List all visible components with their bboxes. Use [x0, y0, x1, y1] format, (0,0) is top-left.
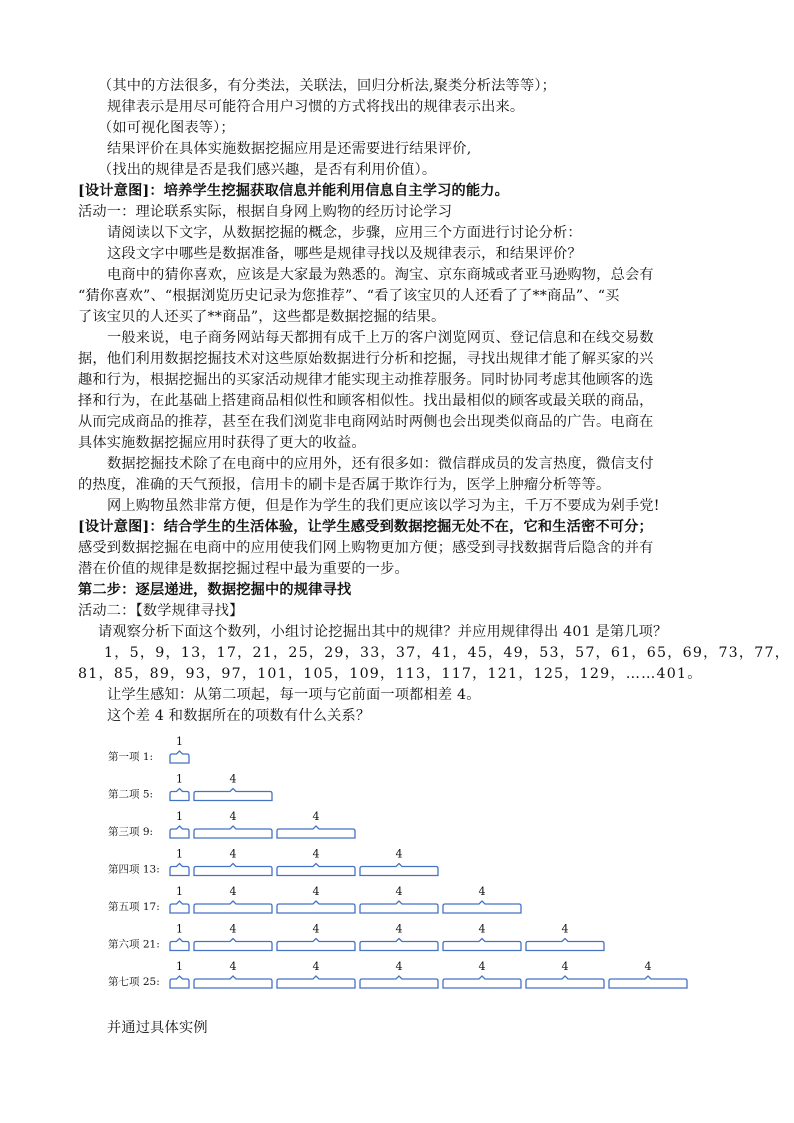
paragraph-line: 让学生感知：从第二项起，每一项与它前面一项都相差 4。 [107, 687, 481, 703]
brace-segment [170, 789, 189, 801]
paragraph-line: 择和行为，在此基础上搭建商品相似性和顾客相似性。找出最相似的顾客或最关联的商品， [78, 393, 654, 409]
segment-value-label: 4 [644, 960, 652, 973]
brace-segment [360, 864, 438, 876]
segment-value-label: 1 [176, 735, 183, 748]
paragraph-line: 网上购物虽然非常方便，但是作为学生的我们更应该以学习为主，千万不要成为剁手党! [107, 498, 660, 514]
segment-value-label: 4 [478, 885, 486, 898]
brace-segment [194, 789, 272, 801]
brace-segment [194, 826, 272, 838]
brace-segment [277, 976, 355, 988]
row-label: 第二项 5: [108, 788, 154, 801]
activity-heading: 活动二：【数学规律寻找】 [78, 603, 244, 619]
paragraph-line: 请阅读以下文字，从数据挖掘的概念，步骤，应用三个方面进行讨论分析： [107, 225, 582, 241]
brace-segment [194, 864, 272, 876]
segment-value-label: 1 [176, 885, 183, 898]
paragraph-line: 电商中的猜你喜欢，应该是大家最为熟悉的。淘宝、京东商城或者亚马逊购物，总会有 [107, 267, 654, 283]
paragraph-line: 潜在价值的规律是数据挖掘过程中最为重要的一步。 [78, 561, 409, 577]
segment-value-label: 4 [395, 960, 403, 973]
brace-segment [526, 939, 604, 951]
segment-value-label: 1 [176, 960, 183, 973]
sequence-line: 81，85，89，93，97，101，105，109，113，117，121，125，129，……401。 [78, 666, 703, 682]
segment-value-label: 4 [229, 810, 237, 823]
row-label: 第三项 9: [108, 826, 154, 838]
paragraph-line: 这个差 4 和数据所在的项数有什么关系？ [107, 708, 371, 724]
segment-value-label: 4 [312, 960, 320, 973]
paragraph-line: 了该宝贝的人还买了**商品”，这些都是数据挖掘的结果。 [78, 309, 446, 325]
segment-value-label: 4 [395, 885, 403, 898]
brace-segment [170, 751, 189, 763]
brace-segment [609, 976, 687, 988]
activity-heading: 活动一：理论联系实际，根据自身网上购物的经历讨论学习 [78, 204, 453, 220]
segment-value-label: 1 [176, 772, 183, 786]
row-label: 第五项 17: [108, 901, 160, 913]
row-label: 第六项 21: [108, 938, 160, 951]
segment-value-label: 4 [312, 847, 320, 861]
segment-value-label: 4 [395, 847, 403, 861]
brace-segment [443, 939, 521, 951]
segment-value-label: 1 [176, 810, 183, 823]
brace-segment [170, 939, 189, 951]
brace-segment [360, 976, 438, 988]
segment-value-label: 4 [561, 960, 569, 973]
brace-segment [443, 901, 521, 913]
paragraph-line: 趣和行为，根据挖掘出的买家活动规律才能实现主动推荐服务。同时协同考虑其他顾客的选 [78, 372, 654, 388]
sequence-line: 1，5，9，13，17，21，25，29，33，37，41，45，49，53，57，61，65，69，73，77， [104, 645, 791, 661]
segment-value-label: 4 [395, 922, 403, 936]
brace-segment [170, 901, 189, 913]
segment-value-label: 4 [229, 885, 237, 898]
segment-value-label: 4 [229, 772, 237, 786]
brace-segment [170, 864, 189, 876]
segment-value-label: 4 [229, 960, 237, 973]
paragraph-line: 一般来说，电子商务网站每天都拥有成千上万的客户浏览网页、登记信息和在线交易数 [107, 330, 654, 346]
question-line: 请观察分析下面这个数列，小组讨论挖掘出其中的规律？并应用规律得出 401 是第几项？ [98, 624, 668, 640]
design-intent-heading: [设计意图]：培养学生挖掘获取信息并能利用信息自主学习的能力。 [78, 183, 510, 199]
brace-segment [360, 939, 438, 951]
segment-value-label: 4 [312, 922, 320, 936]
brace-segment [277, 939, 355, 951]
paragraph-line: （如可视化图表等）； [98, 120, 235, 136]
segment-value-label: 1 [176, 922, 183, 936]
brace-segment [277, 901, 355, 913]
paragraph-line: 这段文字中哪些是数据准备，哪些是规律寻找以及规律表示，和结果评价？ [107, 246, 582, 262]
brace-segment [170, 826, 189, 838]
segment-value-label: 1 [176, 847, 183, 861]
segment-value-label: 4 [478, 922, 486, 936]
paragraph-line: 的热度，准确的天气预报，信用卡的刷卡是否属于欺诈行为，医学上肿瘤分析等等。 [78, 477, 611, 493]
paragraph-line: 并通过具体实例 [107, 1020, 208, 1036]
design-intent-heading: [设计意图]：结合学生的生活体验，让学生感受到数据挖掘无处不在，它和生活密不可分； [78, 519, 653, 535]
segment-value-label: 4 [561, 922, 569, 936]
row-label: 第四项 13: [108, 863, 160, 876]
brace-segment [170, 976, 189, 988]
brace-segment [526, 976, 604, 988]
brace-segment [194, 901, 272, 913]
brace-segment [360, 901, 438, 913]
section-heading: 第二步：逐层递进，数据挖掘中的规律寻找 [78, 582, 352, 598]
segment-value-label: 4 [229, 922, 237, 936]
paragraph-line: （找出的规律是否是我们感兴趣，是否有利用价值）。 [98, 162, 437, 178]
brace-segment [443, 976, 521, 988]
paragraph-line: 感受到数据挖掘在电商中的应用使我们网上购物更加方便；感受到寻找数据背后隐含的并有 [78, 540, 654, 556]
segment-value-label: 4 [478, 960, 486, 973]
segment-value-label: 4 [312, 885, 320, 898]
brace-segment [194, 939, 272, 951]
paragraph-line: 结果评价在具体实施数据挖掘应用是还需要进行结果评价, [107, 141, 472, 157]
brace-segment [277, 864, 355, 876]
brace-segment [194, 976, 272, 988]
row-label: 第一项 1: [108, 751, 154, 763]
paragraph-line: 数据挖掘技术除了在电商中的应用外，还有很多如：微信群成员的发言热度，微信支付 [107, 456, 654, 472]
brace-segment [277, 826, 355, 838]
paragraph-line: 具体实施数据挖掘应用时获得了更大的收益。 [78, 435, 366, 451]
row-label: 第七项 25: [108, 976, 160, 988]
paragraph-line: （其中的方法很多，有分类法，关联法，回归分析法,聚类分析法等等）； [98, 78, 557, 94]
paragraph-line: 从而完成商品的推荐，甚至在我们浏览非电商网站时两侧也会出现类似商品的广告。电商在 [78, 414, 654, 430]
segment-value-label: 4 [229, 847, 237, 861]
segment-value-label: 4 [312, 810, 320, 823]
paragraph-line: “猜你喜欢”、“根据浏览历史记录为您推荐”、“看了该宝贝的人还看了了**商品”、“买 [78, 288, 620, 304]
paragraph-line: 据，他们利用数据挖掘技术对这些原始数据进行分析和挖掘，寻找出规律才能了解买家的兴 [78, 351, 654, 367]
paragraph-line: 规律表示是用尽可能符合用户习惯的方式将找出的规律表示出来。 [107, 99, 525, 115]
